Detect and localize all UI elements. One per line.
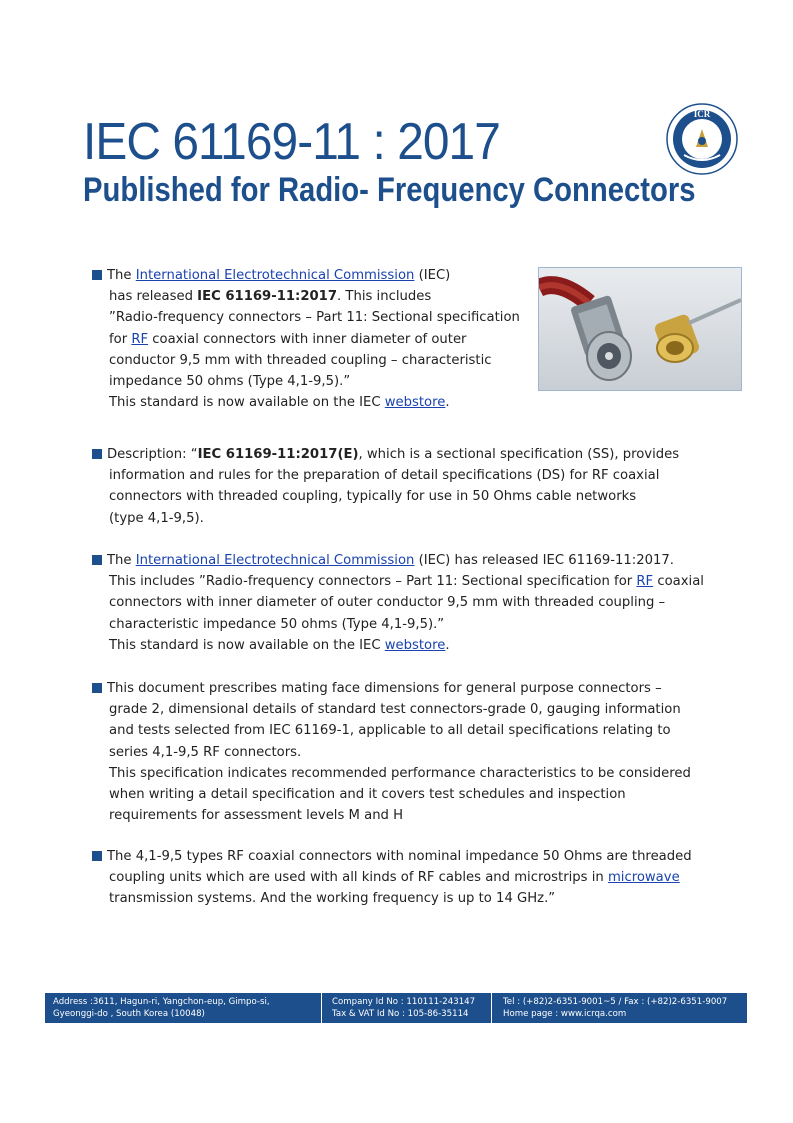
- webstore-link[interactable]: webstore: [384, 637, 446, 653]
- footer-bar: [45, 993, 747, 1023]
- footer-address: Address :3611, Hagun-ri, Yangchon-eup, Gimpo-si, Gyeonggi-do , South Korea (10048): [53, 997, 270, 1019]
- microwave-link[interactable]: microwave: [607, 870, 680, 886]
- footer-company: Company Id No : 110111-243147 Tax & VAT Id No : 105-86-35114: [332, 997, 476, 1019]
- icr-seal-logo: [666, 103, 738, 175]
- logo-text: ICR: [693, 109, 711, 119]
- bullet-square-icon: [92, 555, 102, 565]
- iec-link[interactable]: International Electrotechnical Commission: [135, 553, 415, 568]
- rf-connector-photo: [538, 267, 742, 391]
- paragraph-5: The 4,1-9,5 types RF coaxial connectors with nominal impedance 50 Ohms are threaded coupling units which are used with all kinds of RF cables and microstrips in microwave transmission systems. And the working frequency is up to 14 GHz.”: [92, 846, 692, 910]
- footer-contact: Tel : (+82)2-6351-9001~5 / Fax : (+82)2-6351-9007 Home page : www.icrqa.com: [503, 997, 728, 1019]
- page-subtitle: Published for Radio- Frequency Connectors: [83, 171, 696, 209]
- paragraph-2: Description: “IEC 61169-11:2017(E), which is a sectional specification (SS), provides information and rules for the preparation of detail specifications (DS) for RF coaxial connectors with threaded coupling, typically for use in 50 Ohms cable networks (type 4,1-9,5).: [92, 444, 679, 529]
- bullet-square-icon: [92, 270, 102, 280]
- page-title: IEC 61169-11 : 2017: [83, 113, 500, 171]
- bullet-square-icon: [92, 851, 102, 861]
- webstore-link[interactable]: webstore: [384, 395, 446, 411]
- bullet-square-icon: [92, 449, 102, 459]
- footer-divider: [491, 993, 492, 1023]
- paragraph-1: The International Electrotechnical Commission (IEC) has released IEC 61169-11:2017. This includes ”Radio-frequency connectors – Part 11: Sectional specification for RF coaxial connectors with inner diameter of outer conductor 9,5 mm with threaded coupling – characteristic impedance 50 ohms (Type 4,1-9,5).” This standard is now available on the IEC webstore.: [92, 265, 520, 413]
- homepage-link[interactable]: Home page : www.icrqa.com: [503, 1009, 627, 1019]
- bullet-square-icon: [92, 683, 102, 693]
- paragraph-4: This document prescribes mating face dimensions for general purpose connectors – grade 2, dimensional details of standard test connectors-grade 0, gauging information and tests selected from IEC 61169-1, applicable to all detail specifications relating to series 4,1-9,5 RF connectors. This specification indicates recommended performance characteristics to be considered when writing a detail specification and it covers test schedules and inspection requirements for assessment levels M and H: [92, 678, 691, 826]
- paragraph-3: The International Electrotechnical Commission (IEC) has released IEC 61169-11:2017. This includes ”Radio-frequency connectors – Part 11: Sectional specification for RF coaxial connectors with inner diameter of outer conductor 9,5 mm with threaded coupling – characteristic impedance 50 ohms (Type 4,1-9,5).” This standard is now available on the IEC webstore.: [92, 550, 704, 656]
- iec-link[interactable]: International Electrotechnical Commission: [135, 268, 415, 283]
- footer-divider: [321, 993, 322, 1023]
- rf-link[interactable]: RF: [131, 331, 149, 347]
- rf-link[interactable]: RF: [636, 574, 654, 590]
